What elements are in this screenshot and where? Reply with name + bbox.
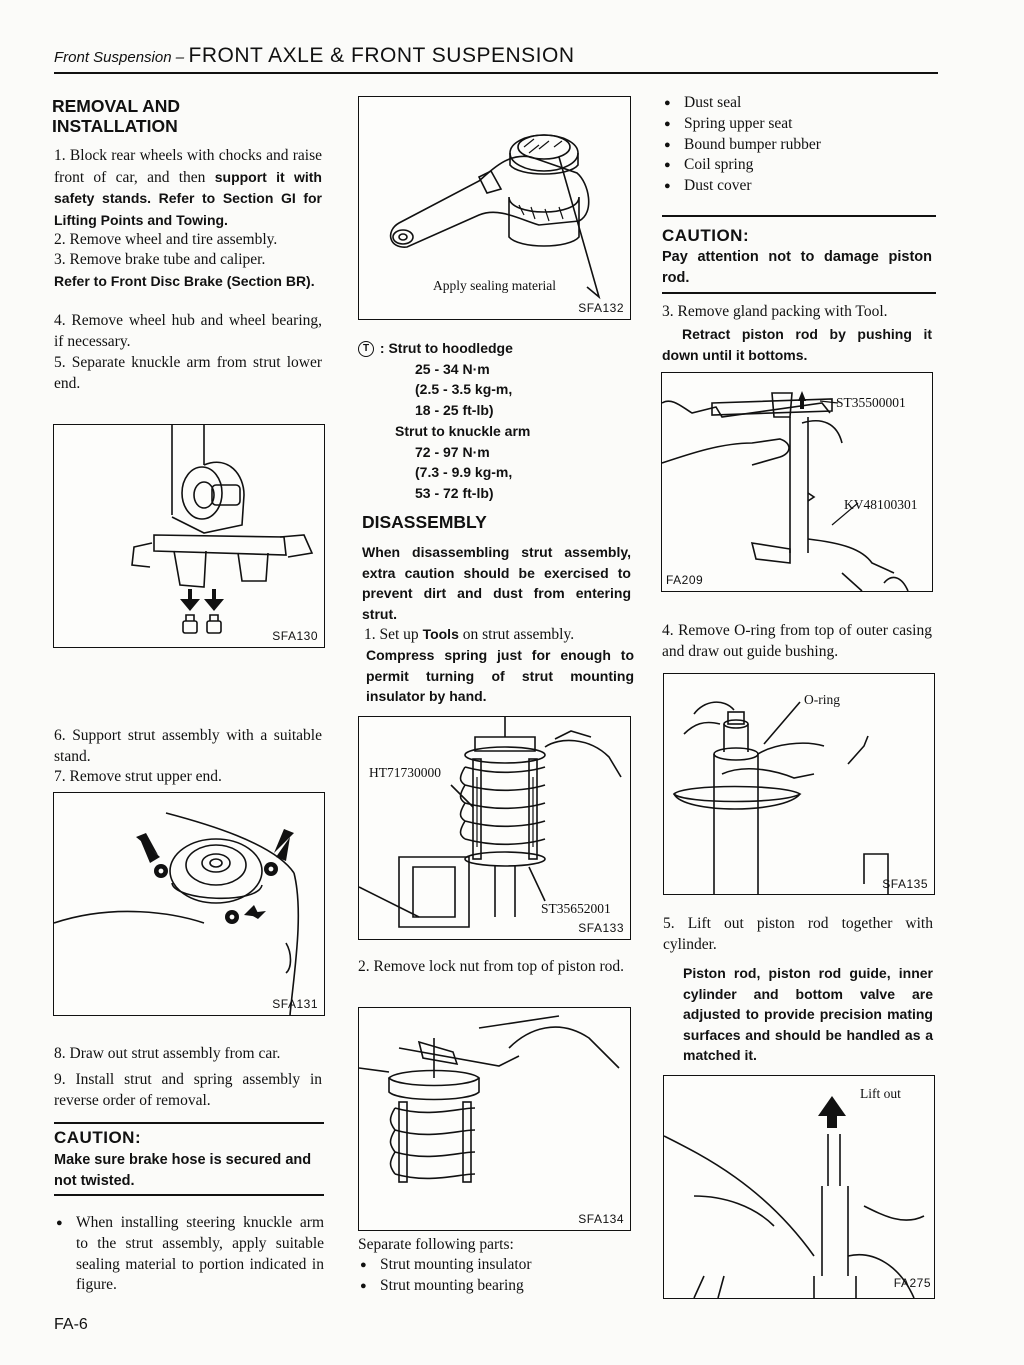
figure-sfa130: [53, 424, 325, 648]
figure-sfa132: [358, 96, 631, 320]
removal-step-4: 4. Remove wheel hub and wheel bearing, if necessary.: [54, 312, 322, 350]
torque-value: 72 - 97 N·m: [415, 443, 490, 460]
removal-step-6: 6. Support strut assembly with a suitable stand.: [54, 727, 322, 765]
torque-value: (7.3 - 9.9 kg-m,: [415, 464, 513, 481]
removal-step-8: 8. Draw out strut assembly from car.: [54, 1045, 281, 1062]
removal-heading: REMOVAL AND INSTALLATION: [52, 96, 181, 136]
tool-callout-st35652001: ST35652001: [541, 901, 611, 916]
disassembly-step-1-note: Compress spring just for enough to permit turning of strut mounting insulator by hand.: [366, 647, 634, 704]
figure-sfa135: [663, 673, 935, 895]
removal-step-1: [54, 146, 322, 231]
list-item: ● Spring upper seat: [662, 114, 934, 135]
figure-label: SFA134: [578, 1212, 624, 1226]
list-item: ● Strut mounting bearing: [358, 1276, 628, 1297]
figure-fa209: [661, 372, 933, 592]
removal-step-3: 3. Remove brake tube and caliper.: [54, 251, 266, 268]
step-1-text: Block rear wheels with chocks and raise front of car, and then: [54, 147, 323, 186]
list-item: ● Dust cover: [662, 176, 934, 197]
caution-rule-top: [54, 1122, 324, 1124]
disassembly-step-4: 4. Remove O-ring from top of outer casing and draw out guide bushing.: [662, 622, 932, 660]
removal-step-9: 9. Install strut and spring assembly in reverse order of removal.: [54, 1071, 322, 1109]
step-1-bold: support it with safety stands. Refer to Section GI for Lifting Points and Towing.: [54, 168, 322, 228]
o-ring-callout: O-ring: [804, 692, 840, 707]
caution-rule-top: [662, 215, 936, 217]
tool-callout-kv48100301: KV48100301: [844, 497, 918, 512]
header-rule: [54, 72, 938, 74]
figure-label: SFA132: [578, 301, 624, 315]
figure-label: FA275: [893, 1276, 931, 1290]
disassembly-intro: When disassembling strut assembly, extra caution should be exercised to prevent dirt and dust from entering strut.: [362, 544, 631, 622]
caution-heading: CAUTION:: [54, 1128, 142, 1147]
installation-note: [54, 1213, 324, 1296]
list-item: ● Dust seal: [662, 93, 934, 114]
list-item: ● Coil spring: [662, 155, 934, 176]
figure-label: SFA130: [272, 629, 318, 643]
piston-rod-lift-illustration: [664, 1076, 934, 1298]
figure-label: SFA133: [578, 921, 624, 935]
torque-spec: [358, 338, 628, 504]
step-1-text: 1. Set up: [364, 626, 419, 643]
disassembly-step-1: [364, 624, 634, 646]
torque-item: : Strut to hoodledge: [379, 340, 513, 356]
torque-value: 25 - 34 N·m: [415, 360, 490, 377]
parts-list-right: [662, 93, 934, 197]
torque-line-1: [358, 338, 628, 359]
page-number: FA-6: [54, 1316, 88, 1333]
header-section-prefix: Front Suspension –: [54, 49, 185, 66]
strut-upper-mount-illustration: [54, 793, 324, 1015]
disassembly-heading: DISASSEMBLY: [362, 512, 487, 532]
figure-sfa133: [358, 716, 631, 940]
parts-list-middle: [358, 1255, 628, 1297]
figure-sfa131: [53, 792, 325, 1016]
step-1-tools: Tools: [422, 626, 459, 642]
separate-parts-label: Separate following parts:: [358, 1236, 514, 1253]
removal-step-3-ref: Refer to Front Disc Brake (Section BR).: [54, 273, 315, 289]
disassembly-step-3: 3. Remove gland packing with Tool.: [662, 303, 888, 320]
torque-item: Strut to knuckle arm: [395, 422, 531, 439]
disassembly-step-3-note: Retract piston rod by pushing it down until it bottoms.: [662, 326, 932, 363]
figure-label: SFA131: [272, 997, 318, 1011]
torque-value: 18 - 25 ft-lb): [415, 402, 494, 419]
lock-nut-removal-illustration: [359, 1008, 630, 1230]
figure-fa275: [663, 1075, 935, 1299]
tool-callout-st35500001: ST35500001: [836, 395, 906, 410]
header-title: FRONT AXLE & FRONT SUSPENSION: [188, 44, 575, 67]
lift-out-callout: Lift out: [860, 1086, 901, 1101]
knuckle-arm-illustration: [54, 425, 324, 647]
matched-parts-note: [663, 963, 933, 1066]
figure-sfa134: [358, 1007, 631, 1231]
caution-text: Make sure brake hose is secured and not twisted.: [54, 1152, 312, 1189]
caution-text: Pay attention not to damage piston rod.: [662, 249, 932, 286]
tool-callout-ht71730000: HT71730000: [369, 765, 441, 780]
o-ring-removal-illustration: [664, 674, 934, 894]
disassembly-step-5: 5. Lift out piston rod together with cylinder.: [663, 915, 933, 953]
torque-value: 53 - 72 ft-lb): [415, 484, 494, 501]
figure-label: SFA135: [882, 877, 928, 891]
list-item: ● Bound bumper rubber: [662, 135, 934, 156]
caution-rule-bottom: [54, 1194, 324, 1196]
step-number: 1.: [54, 147, 66, 164]
torque-symbol: T: [358, 341, 374, 357]
caution-heading: CAUTION:: [662, 226, 750, 245]
caution-rule-bottom: [662, 292, 936, 294]
list-item: ● When installing steering knuckle arm to the strut assembly, apply suitable sealing material to portion indicated in figure.: [54, 1213, 324, 1296]
figure-label: FA209: [666, 573, 704, 587]
torque-value: (2.5 - 3.5 kg-m,: [415, 381, 513, 398]
removal-step-7: 7. Remove strut upper end.: [54, 768, 222, 785]
removal-step-5: 5. Separate knuckle arm from strut lower end.: [54, 354, 322, 392]
list-item: ● Strut mounting insulator: [358, 1255, 628, 1276]
step-1-text: on strut assembly.: [462, 626, 575, 643]
disassembly-step-2: 2. Remove lock nut from top of piston rod.: [358, 958, 625, 975]
note-text: Piston rod, piston rod guide, inner cylinder and bottom valve are adjusted to provide precision mating surfaces and should be handled as a matched it.: [683, 965, 933, 1063]
removal-step-2: 2. Remove wheel and tire assembly.: [54, 231, 278, 248]
page-header: [54, 44, 936, 68]
sealing-callout: Apply sealing material: [433, 278, 556, 293]
